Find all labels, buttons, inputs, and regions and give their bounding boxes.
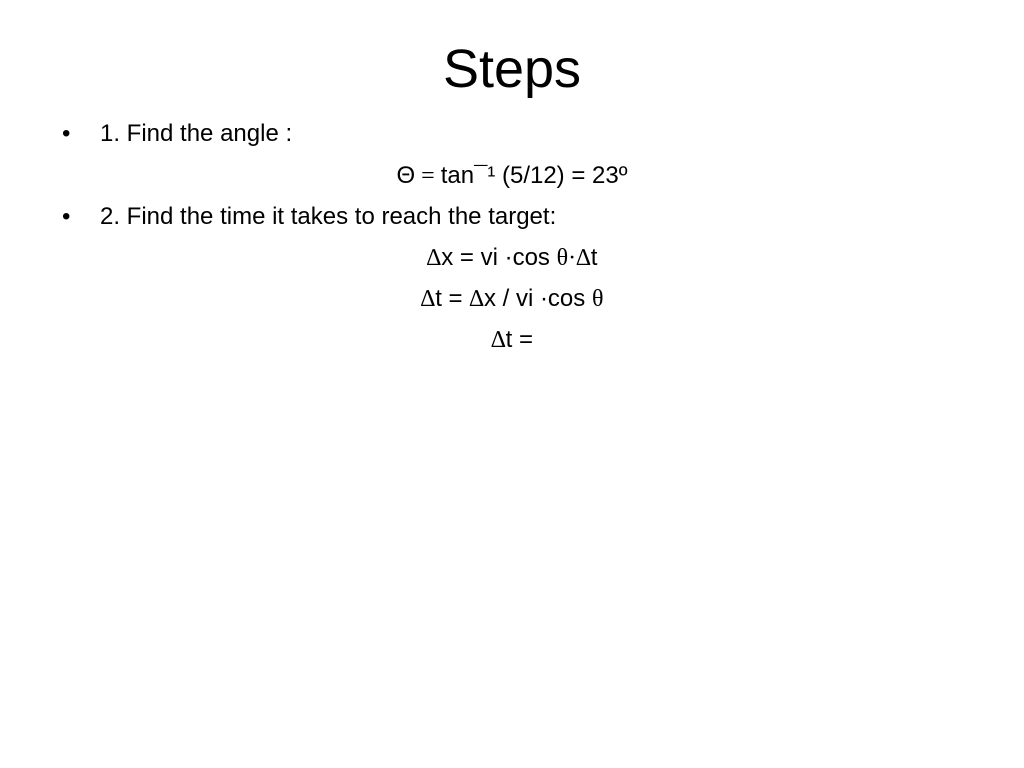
equation-time-result <box>0 325 1024 355</box>
bullet-step-2 <box>62 202 556 232</box>
multiply-dot: · <box>568 245 577 271</box>
delta-symbol: ∆ <box>490 327 506 353</box>
delta-symbol: ∆ <box>426 245 442 271</box>
theta-symbol: θ <box>556 245 569 271</box>
delta-symbol: ∆ <box>469 286 484 312</box>
bullet-dot: • <box>62 120 71 147</box>
angle-formula-rest: tan¯¹ (5/12) = 23º <box>440 162 628 189</box>
theta-symbol: θ <box>591 286 604 312</box>
equation-text: t = <box>435 285 470 312</box>
equals-sign: = <box>415 163 441 189</box>
equation-time <box>0 284 1024 314</box>
bullet-step-1 <box>62 119 292 149</box>
step-1-label: 1. Find the angle : <box>100 120 293 147</box>
step-2-label: 2. Find the time it takes to reach the target: <box>100 203 557 230</box>
equation-text: t <box>590 244 598 271</box>
equation-text: t = <box>505 326 534 353</box>
slide-title: Steps <box>442 39 582 99</box>
equation-displacement <box>0 243 1024 273</box>
theta-symbol: Θ <box>396 162 416 189</box>
equation-text: x / vi ·cos <box>483 285 592 312</box>
delta-symbol: ∆ <box>420 286 436 312</box>
angle-formula <box>0 161 1024 191</box>
delta-symbol: ∆ <box>576 245 591 271</box>
equation-text: x = vi ·cos <box>441 244 557 271</box>
bullet-dot: • <box>62 203 71 230</box>
